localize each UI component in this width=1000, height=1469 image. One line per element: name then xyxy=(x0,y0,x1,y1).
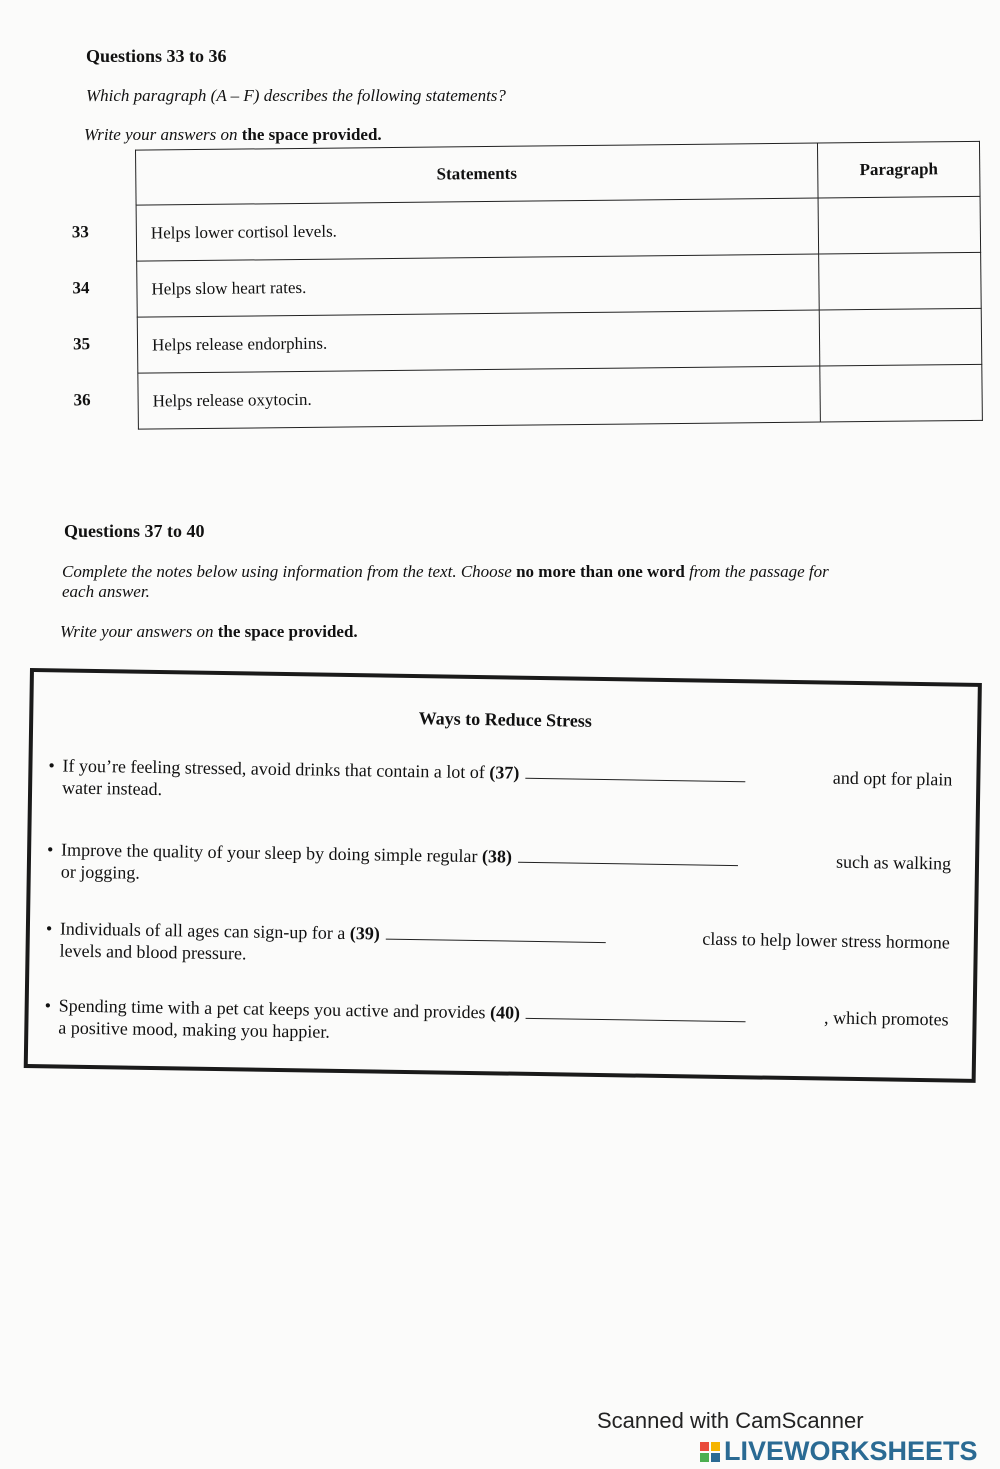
note-item: • Spending time with a pet cat keeps you active and provides (40) , which promotes a positive mood, making you happier. xyxy=(44,995,949,1042)
note-item: • If you’re feeling stressed, avoid drinks that contain a lot of (37) and opt for plain water instead. xyxy=(48,755,953,800)
statement-cell: Helps lower cortisol levels. xyxy=(136,198,819,261)
statement-cell: Helps slow heart rates. xyxy=(137,254,820,317)
section2-instruction: Complete the notes below using information from the text. Choose no more than one word from the passage for each answer. xyxy=(62,562,829,601)
section2-heading: Questions 37 to 40 xyxy=(64,521,205,541)
notes-title: Ways to Reduce Stress xyxy=(418,708,592,731)
paragraph-column-header: Paragraph xyxy=(817,141,980,198)
answer-blank-40[interactable] xyxy=(526,1004,746,1022)
camscanner-watermark: Scanned with CamScanner xyxy=(597,1408,864,1433)
question-number: 33 xyxy=(71,221,89,241)
paragraph-answer-cell[interactable] xyxy=(820,364,983,422)
table-header-row xyxy=(105,141,980,205)
section1-write-instruction: Write your answers on the space provided. xyxy=(84,125,382,144)
paragraph-answer-cell[interactable] xyxy=(818,196,981,254)
liveworksheets-logo: LIVEWORKSHEETS xyxy=(700,1436,978,1467)
note-item: • Individuals of all ages can sign-up for a (39) class to help lower stress hormone levels and blood pressure. xyxy=(45,918,950,964)
bullet-icon: • xyxy=(48,755,55,776)
notes-box xyxy=(24,668,982,1083)
answer-blank-38[interactable] xyxy=(518,848,738,866)
statements-table xyxy=(71,141,983,430)
paragraph-answer-cell[interactable] xyxy=(819,308,982,366)
paragraph-answer-cell[interactable] xyxy=(819,252,982,310)
note-item: • Improve the quality of your sleep by doing simple regular (38) such as walking or jogging. xyxy=(46,839,952,883)
table-row xyxy=(107,308,982,373)
question-number: 36 xyxy=(73,389,91,409)
bullet-icon: • xyxy=(45,918,53,939)
table-row xyxy=(107,364,982,429)
bullet-icon: • xyxy=(46,839,54,860)
table-row xyxy=(106,196,981,261)
section2-write-instruction: Write your answers on the space provided. xyxy=(60,622,358,641)
question-number: 34 xyxy=(72,277,90,297)
bullet-icon: • xyxy=(44,995,52,1016)
statement-cell: Helps release endorphins. xyxy=(137,310,820,373)
statements-column-header: Statements xyxy=(136,143,819,205)
liveworksheets-logo-icon xyxy=(700,1442,720,1462)
answer-blank-39[interactable] xyxy=(386,925,606,943)
section1-heading: Questions 33 to 36 xyxy=(86,46,227,66)
question-number: 35 xyxy=(72,333,91,353)
table-row xyxy=(106,252,981,317)
section1-instruction: Which paragraph (A – F) describes the following statements? xyxy=(86,86,506,105)
statement-cell: Helps release oxytocin. xyxy=(138,366,821,429)
answer-blank-37[interactable] xyxy=(525,764,745,782)
